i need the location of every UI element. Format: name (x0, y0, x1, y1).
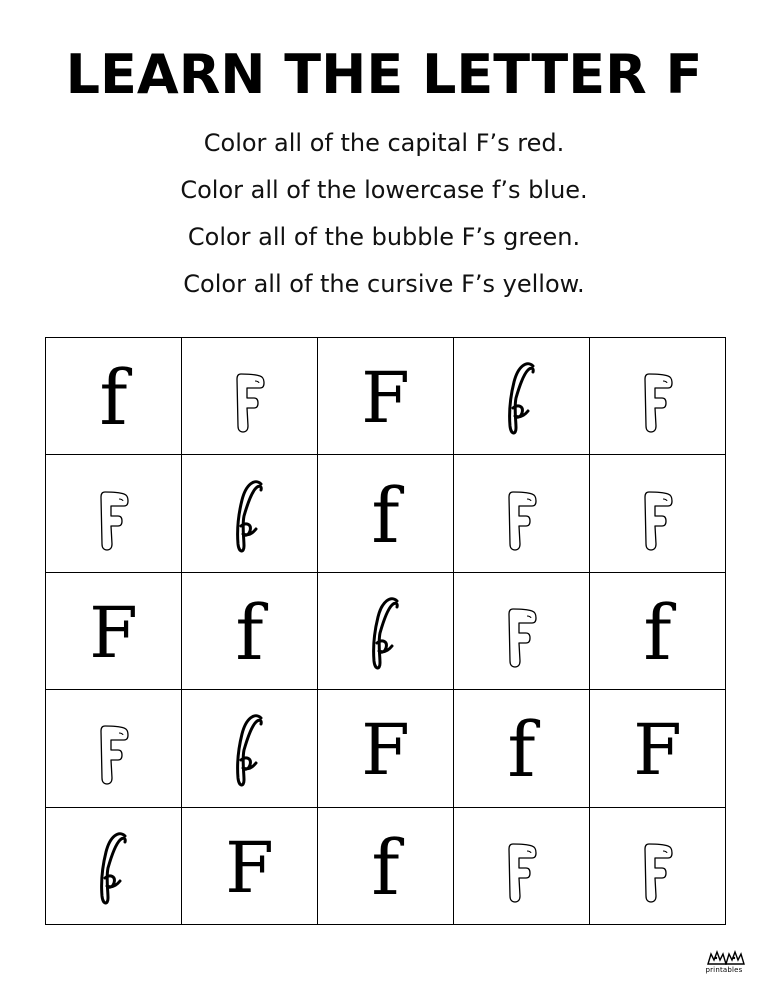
cursive-f-icon (46, 808, 181, 924)
lowercase-f-glyph: f (371, 822, 400, 912)
grid-cell-lowercase (182, 572, 318, 689)
grid-cell-bubble (590, 338, 726, 455)
lowercase-f-glyph: f (99, 353, 128, 443)
bubble-f-icon (590, 808, 725, 924)
grid-cell-bubble (590, 807, 726, 924)
instruction-cursive: Color all of the cursive F’s yellow. (183, 270, 585, 298)
grid-cell-capital (46, 572, 182, 689)
grid-row (46, 338, 726, 455)
capital-f-glyph: F (361, 357, 410, 440)
grid-cell-bubble (454, 807, 590, 924)
letter-grid-body (46, 338, 726, 925)
bubble-f-icon (454, 573, 589, 689)
grid-cell-cursive (182, 690, 318, 807)
grid-row (46, 807, 726, 924)
grid-row (46, 455, 726, 572)
grid-cell-bubble (454, 572, 590, 689)
lowercase-f-glyph: f (235, 587, 264, 677)
instruction-capital: Color all of the capital F’s red. (203, 129, 565, 157)
cursive-f-icon (182, 690, 317, 806)
capital-f-glyph: F (89, 591, 138, 674)
bubble-f-icon (454, 808, 589, 924)
grid-cell-capital (590, 690, 726, 807)
printables-logo-text: printables (705, 966, 743, 974)
bubble-f-icon (454, 456, 589, 572)
bubble-f-icon (46, 690, 181, 806)
letter-grid (45, 337, 726, 925)
grid-cell-capital (318, 690, 454, 807)
bubble-f-icon (590, 456, 725, 572)
grid-cell-lowercase (318, 807, 454, 924)
grid-cell-cursive (454, 338, 590, 455)
lowercase-f-glyph: f (507, 705, 536, 795)
cursive-f-icon (318, 573, 453, 689)
grid-cell-lowercase (590, 572, 726, 689)
instructions (0, 120, 768, 308)
grid-cell-lowercase (454, 690, 590, 807)
cursive-f-icon (182, 456, 317, 572)
grid-cell-lowercase (46, 338, 182, 455)
capital-f-glyph: F (361, 709, 410, 792)
instruction-lowercase: Color all of the lowercase f’s blue. (180, 176, 588, 204)
grid-cell-bubble (182, 338, 318, 455)
grid-cell-bubble (46, 455, 182, 572)
grid-cell-cursive (182, 455, 318, 572)
grid-cell-cursive (318, 572, 454, 689)
capital-f-glyph: F (225, 826, 274, 909)
page-title: LEARN THE LETTER F (65, 43, 703, 106)
bubble-f-icon (46, 456, 181, 572)
grid-cell-bubble (454, 455, 590, 572)
grid-cell-bubble (590, 455, 726, 572)
grid-cell-cursive (46, 807, 182, 924)
cursive-f-icon (454, 338, 589, 454)
grid-cell-bubble (46, 690, 182, 807)
instruction-bubble: Color all of the bubble F’s green. (187, 223, 581, 251)
grid-cell-capital (182, 807, 318, 924)
bubble-f-icon (182, 338, 317, 454)
capital-f-glyph: F (633, 709, 682, 792)
grid-cell-lowercase (318, 455, 454, 572)
grid-row (46, 690, 726, 807)
grid-cell-capital (318, 338, 454, 455)
lowercase-f-glyph: f (371, 470, 400, 560)
grid-row (46, 572, 726, 689)
bubble-f-icon (590, 338, 725, 454)
lowercase-f-glyph: f (643, 587, 672, 677)
